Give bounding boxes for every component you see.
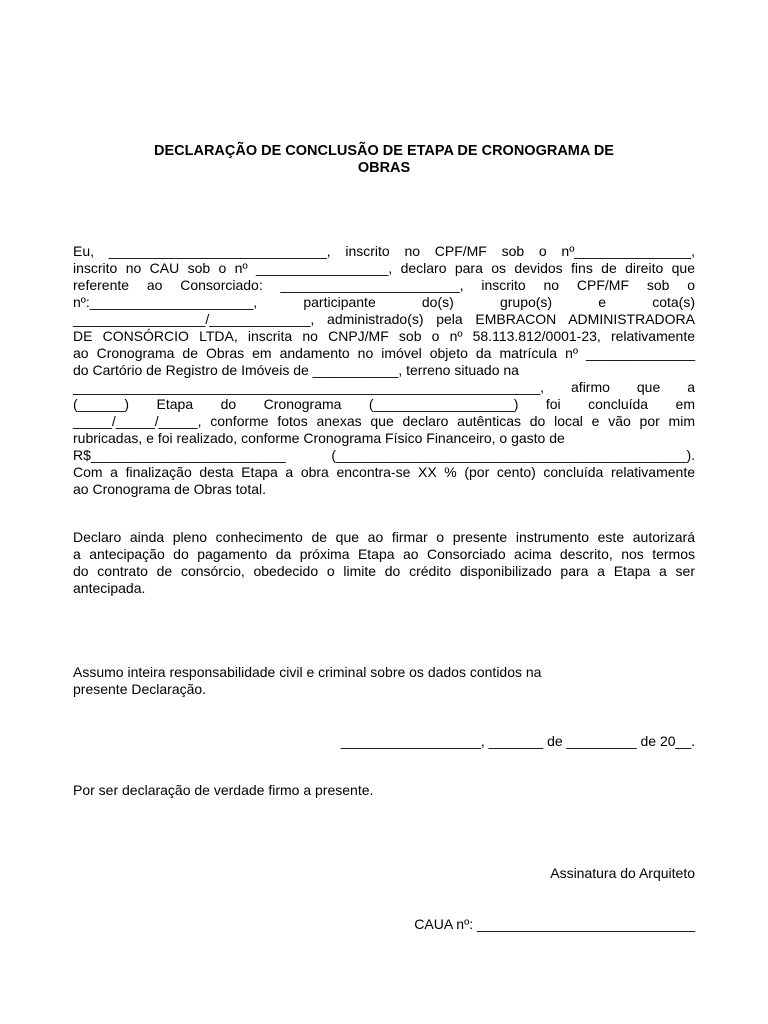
paragraph-line: rubricadas, e foi realizado, conforme Cronograma Físico Financeiro, o gasto de [73,430,565,446]
paragraph-line: referente ao Consorciado: _______________________, inscrito no CPF/MF sob o [73,277,695,293]
paragraph-line: inscrito no CAU sob o nº _________________, declaro para os devidos fins de direito que [73,260,695,276]
date-line: __________________, _______ de _________ de 20__. [340,733,695,749]
paragraph-line: _________________/_____________, administrado(s) pela EMBRACON ADMINISTRADORA [73,311,695,327]
paragraph-line: antecipada. [73,580,146,596]
paragraph-line: Eu, ____________________________, inscrito no CPF/MF sob o nº_______________, [73,243,695,259]
caua-number-line: CAUA nº: ____________________________ [414,916,695,932]
paragraph-line: presente Declaração. [73,681,207,697]
paragraph-line: do contrato de consórcio, obedecido o limite do crédito disponibilizado para a Etapa a ser [73,563,695,579]
paragraph-line: Declaro ainda pleno conhecimento de que ao firmar o presente instrumento este autorizará [73,529,695,545]
paragraph-line: nº:_____________________, participante do(s) grupo(s) e cota(s) [73,294,695,310]
closing-statement: Por ser declaração de verdade firmo a presente. [73,782,374,798]
paragraph-line: R$_________________________ (_____________________________________________). [73,447,695,463]
signature-label: Assinatura do Arquiteto [550,865,695,881]
title-line: DECLARAÇÃO DE CONCLUSÃO DE ETAPA DE CRONOGRAMA DE [154,143,614,159]
paragraph-line: ao Cronograma de Obras em andamento no imóvel objeto da matrícula nº ______________ [73,345,695,361]
paragraph-line: ao Cronograma de Obras total. [73,481,266,497]
document-title [73,143,695,177]
paragraph-line: do Cartório de Registro de Imóveis de ___________, terreno situado na [73,362,519,378]
paragraph-line: _____/_____/_____, conforme fotos anexas que declaro autênticas do local e vão por mim [73,413,695,429]
paragraph-line: (______) Etapa do Cronograma (__________________) foi concluída em [73,396,695,412]
paragraph-line: a antecipação do pagamento da próxima Etapa ao Consorciado acima descrito, nos termos [73,546,695,562]
title-line: OBRAS [357,160,411,176]
paragraph-line: Assumo inteira responsabilidade civil e criminal sobre os dados contidos na [73,664,542,680]
paragraph-line: DE CONSÓRCIO LTDA, inscrita no CNPJ/MF sob o nº 58.113.812/0001-23, relativamente [73,328,695,344]
paragraph-line: ____________________________________________________________, afirmo que a [73,379,695,395]
paragraph-line: Com a finalização desta Etapa a obra encontra-se XX % (por cento) concluída relativamente [73,464,695,480]
